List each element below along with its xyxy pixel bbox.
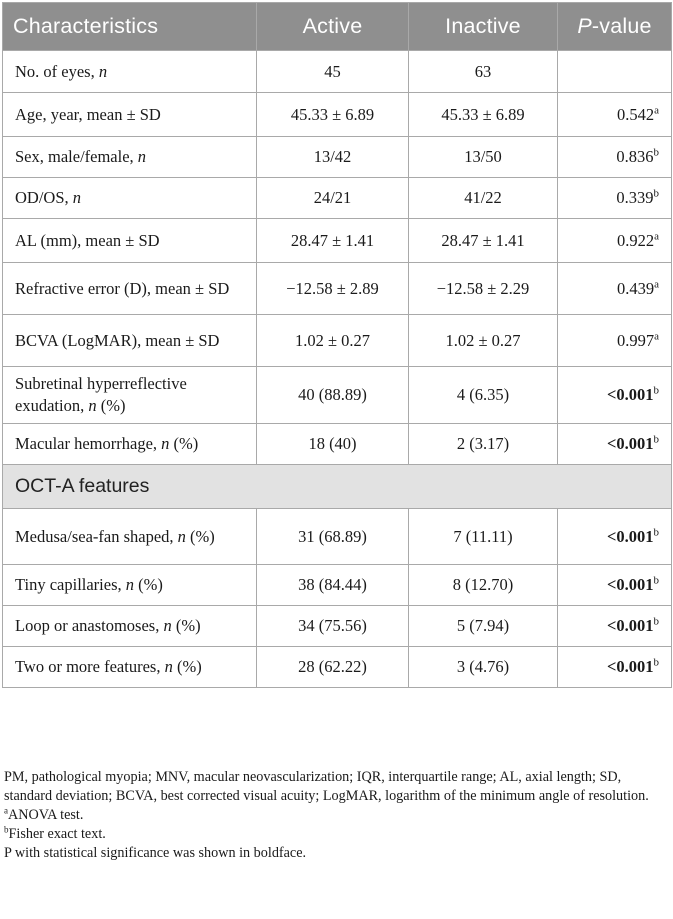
row-label: [3, 606, 257, 647]
p-value: <0.001: [606, 575, 654, 594]
p-value-cell: [558, 315, 672, 367]
header-p-value: [558, 3, 672, 51]
row-label-suffix: (%): [172, 657, 202, 676]
row-label: [3, 178, 257, 219]
row-label: [3, 93, 257, 137]
row-label-text: Subretinal hyperreflective exudation,: [15, 374, 187, 415]
p-value-cell: [558, 178, 672, 219]
inactive-value: 5 (7.94): [409, 606, 558, 647]
row-label: [3, 315, 257, 367]
footnote-a: [4, 806, 669, 825]
abbreviations-note: PM, pathological myopia; MNV, macular neovascularization; IQR, interquartile range; AL, axial length; SD, standard deviation; BCVA, best corrected visual acuity; LogMAR, logarithm of the minimum angle of resolution.: [4, 769, 649, 804]
inactive-value: 45.33 ± 6.89: [409, 93, 558, 137]
row-label-suffix: (%): [171, 616, 201, 635]
row-label-text: Age, year, mean ± SD: [15, 104, 161, 124]
p-value: <0.001: [606, 657, 654, 676]
row-label: [3, 51, 257, 93]
p-value-footnote-mark: b: [653, 146, 659, 159]
header-inactive: Inactive: [409, 3, 558, 51]
header-row: [3, 3, 672, 51]
main-table-body: [3, 51, 672, 465]
active-value: −12.58 ± 2.89: [257, 263, 409, 315]
p-value: 0.836: [616, 147, 654, 166]
p-value-footnote-mark: a: [654, 278, 659, 290]
row-label-text: OD/OS,: [15, 188, 73, 207]
active-value: 40 (88.89): [257, 367, 409, 424]
table-row: [3, 51, 672, 93]
active-value: 13/42: [257, 137, 409, 178]
row-label-suffix: (%): [185, 526, 215, 546]
row-label: [3, 263, 257, 315]
p-value-cell: [558, 509, 672, 565]
table-row: [3, 606, 672, 647]
p-value-footnote-mark: b: [653, 384, 659, 397]
p-value-cell: [558, 606, 672, 647]
active-value: 24/21: [257, 178, 409, 219]
table-row: [3, 263, 672, 315]
row-label-italic: n: [164, 657, 173, 676]
p-value-cell: [558, 424, 672, 465]
p-value: <0.001: [606, 526, 654, 546]
p-value-footnote-mark: b: [653, 526, 659, 538]
row-label-italic: n: [88, 396, 97, 415]
row-label-italic: n: [98, 61, 108, 81]
p-value: 0.922: [616, 230, 655, 250]
table-row: [3, 219, 672, 263]
table-row: [3, 509, 672, 565]
p-value-footnote-mark: b: [653, 615, 659, 628]
footnote-b-mark: b: [4, 824, 9, 835]
active-value: 34 (75.56): [257, 606, 409, 647]
p-value: 0.997: [616, 330, 655, 350]
p-value-cell: [558, 263, 672, 315]
row-label: [3, 647, 257, 688]
inactive-value: 63: [409, 51, 558, 93]
p-value-cell: [558, 219, 672, 263]
active-value: 38 (84.44): [257, 565, 409, 606]
p-value-cell: [558, 647, 672, 688]
row-label: [3, 367, 257, 424]
p-value-footnote-mark: b: [653, 433, 659, 446]
row-label: [3, 565, 257, 606]
active-value: 45: [257, 51, 409, 93]
active-value: 1.02 ± 0.27: [257, 315, 409, 367]
characteristics-table: [2, 2, 672, 688]
footnote-a-text: ANOVA test.: [8, 807, 84, 823]
inactive-value: 1.02 ± 0.27: [409, 315, 558, 367]
header-active: Active: [257, 3, 409, 51]
active-value: 28 (62.22): [257, 647, 409, 688]
p-value-footnote-mark: b: [653, 656, 659, 669]
row-label: [3, 509, 257, 565]
p-value-footnote-mark: b: [653, 187, 659, 200]
p-value-cell: [558, 51, 672, 93]
inactive-value: 13/50: [409, 137, 558, 178]
row-label-italic: n: [72, 188, 82, 207]
row-label-text: Two or more features,: [15, 657, 165, 676]
row-label-italic: n: [163, 616, 172, 635]
inactive-value: 3 (4.76): [409, 647, 558, 688]
active-value: 28.47 ± 1.41: [257, 219, 409, 263]
footnote-b-text: Fisher exact text.: [8, 826, 106, 842]
row-label: [3, 219, 257, 263]
inactive-value: 7 (11.11): [409, 509, 558, 565]
table-row: [3, 178, 672, 219]
section-label-octa: OCT-A features: [3, 465, 672, 509]
table-row: [3, 137, 672, 178]
inactive-value: 8 (12.70): [409, 565, 558, 606]
p-value: <0.001: [606, 616, 654, 635]
p-value: 0.439: [616, 278, 655, 298]
row-label-italic: n: [137, 147, 147, 166]
row-label-suffix: (%): [169, 434, 199, 453]
table-row: [3, 367, 672, 424]
p-value: <0.001: [606, 385, 654, 404]
p-value-cell: [558, 137, 672, 178]
p-value: <0.001: [606, 434, 654, 453]
inactive-value: 2 (3.17): [409, 424, 558, 465]
row-label-text: No. of eyes,: [15, 61, 99, 81]
inactive-value: −12.58 ± 2.29: [409, 263, 558, 315]
table-row: [3, 565, 672, 606]
table-row: [3, 315, 672, 367]
footnote-b: [4, 825, 669, 844]
p-value-cell: [558, 367, 672, 424]
inactive-value: 28.47 ± 1.41: [409, 219, 558, 263]
row-label-italic: n: [161, 434, 170, 453]
p-value: 0.542: [616, 104, 655, 124]
p-value: 0.339: [616, 188, 654, 207]
section-row: [3, 465, 672, 509]
row-label-text: Refractive error (D), mean ± SD: [15, 278, 230, 298]
row-label-suffix: (%): [134, 575, 163, 594]
table-row: [3, 93, 672, 137]
significance-note: P with statistical significance was shown in boldface.: [4, 845, 307, 861]
row-label-text: Tiny capillaries,: [15, 575, 126, 594]
row-label-text: Medusa/sea-fan shaped,: [15, 526, 178, 546]
p-value-cell: [558, 93, 672, 137]
table-row: [3, 647, 672, 688]
header-p-suffix: -value: [591, 14, 652, 38]
p-value-footnote-mark: a: [654, 330, 659, 342]
row-label-text: Sex, male/female,: [15, 147, 138, 166]
row-label: [3, 137, 257, 178]
p-value-footnote-mark: b: [653, 574, 659, 587]
p-value-cell: [558, 565, 672, 606]
footnote-a-mark: a: [4, 805, 8, 816]
inactive-value: 4 (6.35): [409, 367, 558, 424]
row-label-text: BCVA (LogMAR), mean ± SD: [15, 330, 220, 350]
p-value-footnote-mark: a: [654, 230, 659, 242]
active-value: 45.33 ± 6.89: [257, 93, 409, 137]
p-value-footnote-mark: a: [654, 104, 659, 116]
row-label-italic: n: [177, 526, 186, 546]
row-label: [3, 424, 257, 465]
row-label-suffix: (%): [96, 396, 126, 415]
row-label-text: Loop or anastomoses,: [15, 616, 164, 635]
active-value: 18 (40): [257, 424, 409, 465]
active-value: 31 (68.89): [257, 509, 409, 565]
octa-table-body: [3, 509, 672, 688]
inactive-value: 41/22: [409, 178, 558, 219]
header-characteristics: Characteristics: [3, 3, 257, 51]
row-label-italic: n: [125, 575, 135, 594]
table-row: [3, 424, 672, 465]
row-label-text: Macular hemorrhage,: [15, 434, 162, 453]
row-label-text: AL (mm), mean ± SD: [15, 230, 160, 250]
header-p-italic: P: [577, 14, 592, 38]
table-notes: [4, 768, 669, 863]
